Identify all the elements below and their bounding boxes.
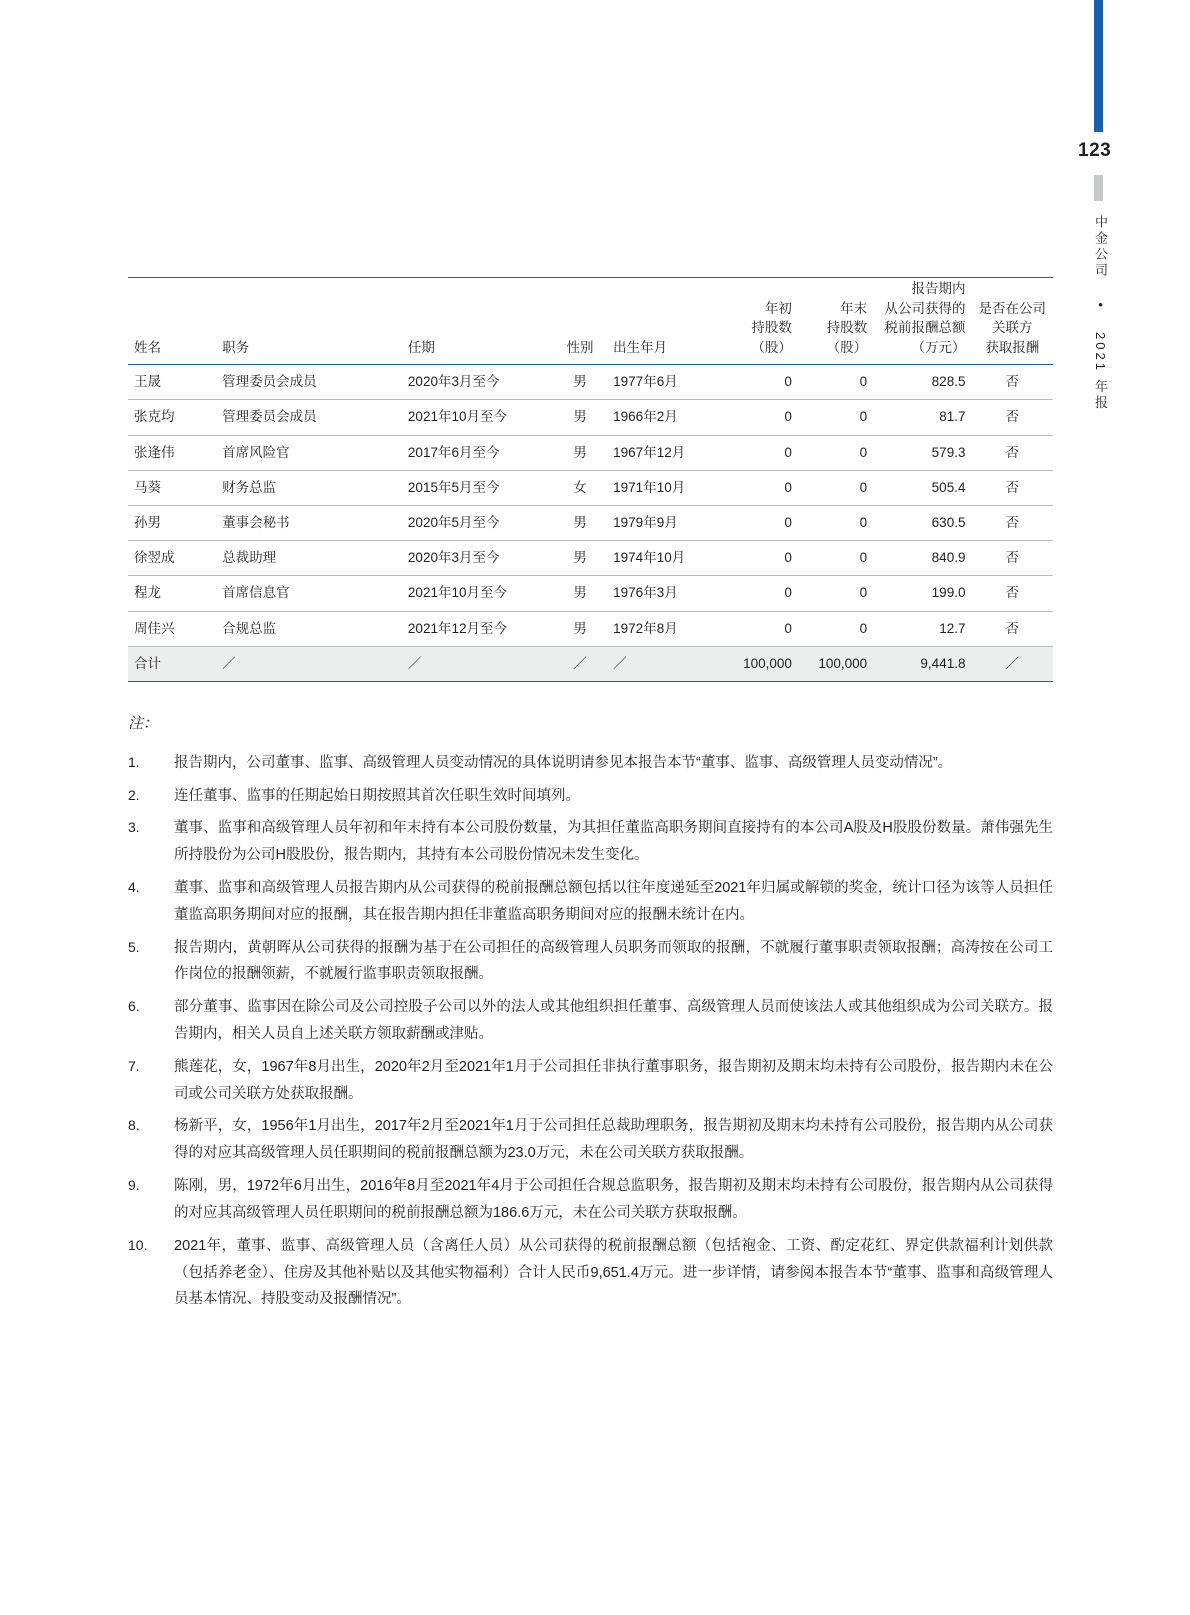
header-related-line2: 关联方 [991,320,1033,336]
note-text: 董事、监事和高级管理人员年初和年末持有本公司股份数量，为其担任董监高职务期间直接持有的本公司A股及H股股份数量。萧伟强先生所持股份为公司H股股份，报告期内，其持有本公司股份情况未发生变化。 [174,820,1053,864]
header-shares-begin-line2: 持股数 [751,320,792,336]
cell-total-title: ／ [216,646,402,681]
cell-term: 2017年6月至今 [402,435,553,470]
cell-term: 2020年3月至今 [402,365,553,400]
cell-shares-end: 0 [798,541,873,576]
blue-edge-bar [1094,0,1103,132]
table-row [128,435,1053,470]
cell-term: 2020年3月至今 [402,541,553,576]
header-related-line1: 是否在公司 [978,300,1046,316]
cell-gender: 男 [553,611,607,646]
cell-shares-begin: 0 [720,400,798,435]
page-margin-furniture [1070,0,1190,1615]
cell-gender: 男 [553,506,607,541]
cell-shares-begin: 0 [720,470,798,505]
note-text: 报告期内，公司董事、监事、高级管理人员变动情况的具体说明请参见本报告本节“董事、监事、高级管理人员变动情况”。 [174,754,953,771]
cell-shares-begin: 0 [720,576,798,611]
note-text: 杨新平，女，1956年1月出生，2017年2月至2021年1月于公司担任总裁助理职务，报告期初及期末均未持有公司股份，报告期内从公司获得的对应其高级管理人员任职期间的税前报酬总额为23.0万元，未在公司关联方获取报酬。 [174,1118,1053,1162]
cell-title: 首席风险官 [216,435,402,470]
cell-name: 周佳兴 [128,611,216,646]
cell-total-pay: 9,441.8 [873,646,971,681]
note-item [128,815,1053,869]
header-pay-line3: 税前报酬总额 [884,320,966,336]
cell-shares-begin: 0 [720,611,798,646]
header-related-line3: 获取报酬 [985,339,1040,355]
cell-pay: 505.4 [873,470,971,505]
cell-shares-begin: 0 [720,541,798,576]
cell-pay: 840.9 [873,541,971,576]
cell-shares-end: 0 [798,435,873,470]
cell-pay: 199.0 [873,576,971,611]
cell-pay: 12.7 [873,611,971,646]
cell-total-gender: ／ [553,646,607,681]
note-item [128,994,1053,1048]
senior-management-table [128,277,1053,682]
cell-related: 否 [971,506,1053,541]
note-text: 董事、监事和高级管理人员报告期内从公司获得的税前报酬总额包括以往年度递延至2021年归属或解锁的奖金，统计口径为该等人员担任董监高职务期间对应的报酬，其在报告期内担任非董监高职务期间对应的报酬未统计在内。 [174,879,1053,923]
note-item [128,1113,1053,1167]
note-number: 5. [128,938,140,955]
cell-total-shares-end: 100,000 [798,646,873,681]
page-number: 123 [1078,140,1112,161]
note-text: 连任董事、监事的任期起始日期按照其首次任职生效时间填列。 [174,787,580,804]
cell-gender: 女 [553,470,607,505]
header-name: 姓名 [128,279,216,365]
header-pay-line4: （万元） [911,339,966,355]
note-number: 9. [128,1177,140,1194]
header-shares-end [798,279,873,365]
cell-term: 2021年10月至今 [402,400,553,435]
cell-total-birth: ／ [607,646,720,681]
cell-gender: 男 [553,541,607,576]
running-header-separator: • [1093,297,1108,314]
note-number: 4. [128,878,140,895]
cell-title: 总裁助理 [216,541,402,576]
table-row [128,470,1053,505]
header-related-party [971,279,1053,365]
header-shares-end-line1: 年末 [840,300,868,316]
cell-shares-end: 0 [798,576,873,611]
header-pay-line2: 从公司获得的 [884,300,966,316]
cell-related: 否 [971,611,1053,646]
note-text: 部分董事、监事因在除公司及公司控股子公司以外的法人或其他组织担任董事、高级管理人员而使该法人或其他组织成为公司关联方。报告期内，相关人员自上述关联方领取薪酬或津贴。 [174,999,1053,1042]
cell-name: 孙男 [128,506,216,541]
cell-birth: 1977年6月 [607,365,720,400]
note-number: 7. [128,1057,140,1074]
note-text: 熊莲花，女，1967年8月出生，2020年2月至2021年1月于公司担任非执行董事职务，报告期初及期末均未持有公司股份，报告期内未在公司或公司关联方处获取报酬。 [174,1058,1053,1102]
header-term: 任期 [402,279,553,365]
cell-name: 张克均 [128,400,216,435]
cell-related: 否 [971,541,1053,576]
cell-shares-end: 0 [798,470,873,505]
note-item [128,783,1053,810]
table-total-row [128,646,1053,681]
note-text: 2021年，董事、监事、高级管理人员（含离任人员）从公司获得的税前报酬总额（包括袍金、工资、酌定花红、界定供款福利计划供款（包括养老金）、住房及其他补贴以及其他实物福利）合计人民币9,651.4万元。进一步详情，请参阅本报告本节“董事、监事和高级管理人员基本情况、持股变动及报酬情况”。 [174,1237,1053,1308]
header-pay-line1: 报告期内 [911,281,966,296]
note-number: 2. [128,786,140,803]
page-content [128,0,1058,1319]
cell-birth: 1972年8月 [607,611,720,646]
header-title: 职务 [216,279,402,365]
note-number: 8. [128,1117,140,1134]
cell-gender: 男 [553,435,607,470]
note-text: 报告期内，黄朝晖从公司获得的报酬为基于在公司担任的高级管理人员职务而领取的报酬，不就履行董事职责领取报酬；高涛按在公司工作岗位的报酬领薪，不就履行监事职责领取报酬。 [174,939,1053,983]
note-number: 1. [128,753,140,770]
table-row [128,541,1053,576]
cell-name: 张逢伟 [128,435,216,470]
cell-name: 徐翌成 [128,541,216,576]
header-shares-end-line3: （股） [826,339,868,355]
cell-gender: 男 [553,400,607,435]
grey-edge-bar [1094,175,1103,201]
note-item [128,1173,1053,1227]
cell-shares-begin: 0 [720,435,798,470]
cell-total-term: ／ [402,646,553,681]
notes-section [128,710,1053,1313]
cell-birth: 1974年10月 [607,541,720,576]
cell-related: 否 [971,435,1053,470]
note-number: 3. [128,819,140,836]
cell-pay: 579.3 [873,435,971,470]
note-item [128,875,1053,929]
note-text: 陈刚，男，1972年6月出生，2016年8月至2021年4月于公司担任合规总监职务，报告期初及期末均未持有公司股份，报告期内从公司获得的对应其高级管理人员任职期间的税前报酬总额为186.6万元，未在公司关联方获取报酬。 [174,1178,1053,1221]
cell-birth: 1967年12月 [607,435,720,470]
cell-term: 2021年12月至今 [402,611,553,646]
cell-pay: 630.5 [873,506,971,541]
cell-shares-begin: 0 [720,365,798,400]
cell-title: 董事会秘书 [216,506,402,541]
cell-shares-end: 0 [798,506,873,541]
cell-title: 财务总监 [216,470,402,505]
cell-birth: 1966年2月 [607,400,720,435]
cell-pay: 81.7 [873,400,971,435]
cell-title: 管理委员会成员 [216,400,402,435]
header-shares-end-line2: 持股数 [826,320,868,336]
note-item [128,935,1053,989]
cell-term: 2021年10月至今 [402,576,553,611]
running-header-report: 2021 年报 [1093,332,1108,412]
cell-related: 否 [971,470,1053,505]
table-row [128,400,1053,435]
cell-related: 否 [971,400,1053,435]
table-row [128,365,1053,400]
table-row [128,576,1053,611]
cell-title: 首席信息官 [216,576,402,611]
cell-title: 管理委员会成员 [216,365,402,400]
table-header-row [128,279,1053,365]
header-shares-begin [720,279,798,365]
cell-birth: 1976年3月 [607,576,720,611]
header-pay [873,279,971,365]
note-number: 10. [128,1236,148,1253]
table-row [128,611,1053,646]
note-item [128,750,1053,777]
cell-related: 否 [971,576,1053,611]
cell-title: 合规总监 [216,611,402,646]
note-item [128,1233,1053,1313]
cell-total-label: 合计 [128,646,216,681]
running-header-company: 中金公司 [1093,215,1108,279]
cell-shares-end: 0 [798,611,873,646]
table-body [128,365,1053,682]
cell-pay: 828.5 [873,365,971,400]
note-number: 6. [128,998,140,1015]
header-shares-begin-line1: 年初 [764,300,792,316]
cell-birth: 1979年9月 [607,506,720,541]
cell-term: 2015年5月至今 [402,470,553,505]
header-birth: 出生年月 [607,279,720,365]
cell-shares-end: 0 [798,400,873,435]
notes-title: 注： [128,714,159,732]
cell-birth: 1971年10月 [607,470,720,505]
cell-total-related: ／ [971,646,1053,681]
cell-total-shares-begin: 100,000 [720,646,798,681]
cell-shares-begin: 0 [720,506,798,541]
table-row [128,506,1053,541]
cell-gender: 男 [553,576,607,611]
running-header [1088,215,1110,412]
cell-gender: 男 [553,365,607,400]
cell-related: 否 [971,365,1053,400]
table-header [128,278,1053,365]
cell-name: 马葵 [128,470,216,505]
header-shares-begin-line3: （股） [751,339,792,355]
cell-term: 2020年5月至今 [402,506,553,541]
cell-shares-end: 0 [798,365,873,400]
cell-name: 程龙 [128,576,216,611]
cell-name: 王晟 [128,365,216,400]
header-gender: 性别 [553,279,607,365]
note-item [128,1054,1053,1108]
